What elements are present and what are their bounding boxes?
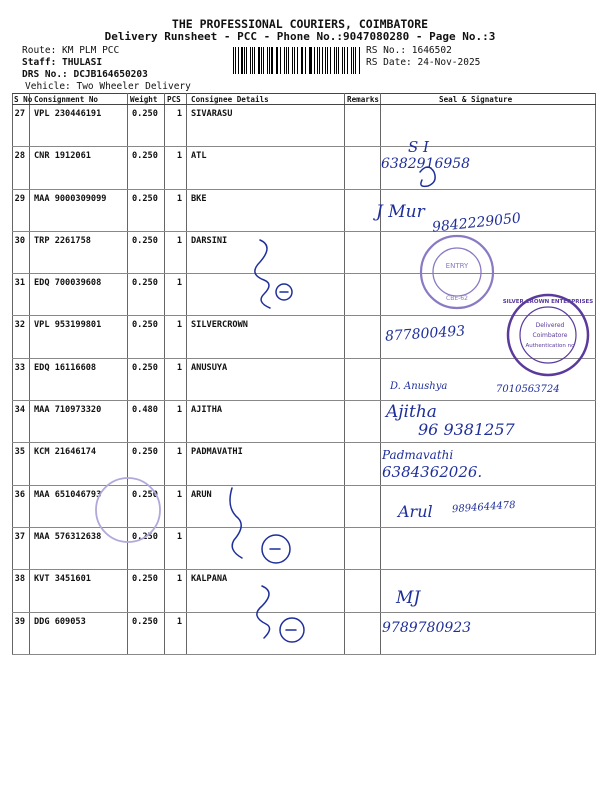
cell-weight: 0.250 — [128, 443, 165, 485]
table-row — [13, 316, 596, 358]
cell-pcs: 1 — [165, 231, 187, 273]
cell-weight: 0.250 — [128, 485, 165, 527]
cell-consignment: VPL 953199801 — [30, 316, 128, 358]
cell-consignee — [187, 274, 345, 316]
barcode-bar — [297, 47, 298, 74]
route-label: Route: KM PLM PCC — [22, 45, 120, 56]
vehicle-label: Vehicle: Two Wheeler Delivery — [25, 81, 191, 92]
barcode-bar — [336, 47, 337, 74]
barcode-bar — [241, 47, 243, 74]
cell-seal — [381, 358, 596, 400]
cell-pcs: 1 — [165, 316, 187, 358]
hw-padmavathi-name: Padmavathi — [382, 448, 454, 462]
col-weight: Weight — [128, 94, 165, 105]
barcode-bar — [276, 47, 277, 74]
hw-bke-sign: J Mur — [376, 202, 425, 222]
cell-pcs: 1 — [165, 401, 187, 443]
cell-consignee — [187, 527, 345, 569]
barcode-bar — [267, 47, 268, 74]
cell-sno: 35 — [13, 443, 30, 485]
barcode — [233, 47, 361, 74]
barcode-bar — [322, 47, 323, 74]
barcode-bar — [325, 47, 326, 74]
cell-remarks — [345, 231, 381, 273]
crown-stamp-top: SILVER CROWN ENTERPRISES — [502, 299, 594, 305]
table-row — [13, 105, 596, 147]
round-stamp-text: ENTRY — [445, 262, 469, 270]
barcode-bar — [258, 47, 260, 74]
cell-consignment: EDQ 16116608 — [30, 358, 128, 400]
barcode-bar — [252, 47, 253, 74]
barcode-bar — [288, 47, 289, 74]
cell-remarks — [345, 570, 381, 612]
col-sno: S No — [14, 94, 33, 104]
cell-sno: 38 — [13, 570, 30, 612]
cell-remarks — [345, 612, 381, 654]
cell-weight: 0.250 — [128, 358, 165, 400]
table-row — [13, 443, 596, 485]
cell-pcs: 1 — [165, 189, 187, 231]
cell-consignee: ANUSUYA — [187, 358, 345, 400]
cell-consignee: KALPANA — [187, 570, 345, 612]
hw-padmavathi-phone: 6384362026. — [382, 463, 483, 481]
cell-consignment: MAA 651046793 — [30, 485, 128, 527]
barcode-bar — [271, 47, 273, 74]
barcode-bar — [294, 47, 295, 74]
barcode-bar — [233, 47, 234, 74]
cell-sno: 27 — [13, 105, 30, 147]
barcode-bar — [359, 47, 360, 74]
barcode-bar — [263, 47, 264, 74]
cell-pcs: 1 — [165, 358, 187, 400]
hw-anusuya-name: D. Anushya — [390, 381, 448, 392]
cell-pcs: 1 — [165, 105, 187, 147]
cell-pcs: 1 — [165, 443, 187, 485]
cell-seal — [381, 231, 596, 273]
cell-consignment: MAA 576312638 — [30, 527, 128, 569]
cell-consignee: ATL — [187, 147, 345, 189]
barcode-bar — [244, 47, 245, 74]
cell-consignee — [187, 612, 345, 654]
hw-ajitha-phone: 96 9381257 — [418, 420, 515, 439]
cell-weight: 0.250 — [128, 147, 165, 189]
barcode-bar — [342, 47, 343, 74]
cell-remarks — [345, 358, 381, 400]
table-row — [13, 612, 596, 654]
col-pcs: PCS — [165, 94, 187, 105]
cell-weight: 0.250 — [128, 189, 165, 231]
cell-sno: 34 — [13, 401, 30, 443]
cell-consignee: SILVERCROWN — [187, 316, 345, 358]
cell-sno: 29 — [13, 189, 30, 231]
cell-sno: 33 — [13, 358, 30, 400]
runsheet-title: Delivery Runsheet - PCC - Phone No.:9047080280 - Page No.:3 — [104, 30, 496, 43]
cell-weight: 0.250 — [128, 231, 165, 273]
hw-bke-phone: 9842229050 — [431, 210, 522, 236]
cell-seal — [381, 527, 596, 569]
cell-seal — [381, 274, 596, 316]
barcode-bar — [238, 47, 239, 74]
crown-stamp-line2: Coimbatore — [532, 332, 568, 339]
table-row — [13, 147, 596, 189]
hw-sivarasu-initials: S I — [408, 138, 429, 156]
cell-weight: 0.480 — [128, 401, 165, 443]
cell-pcs: 1 — [165, 612, 187, 654]
table-row — [13, 274, 596, 316]
crown-stamp-line1: Delivered — [535, 322, 565, 329]
cell-sno: 32 — [13, 316, 30, 358]
cell-remarks — [345, 485, 381, 527]
cell-consignment: KCM 21646174 — [30, 443, 128, 485]
barcode-bar — [347, 47, 349, 74]
cell-consignee: BKE — [187, 189, 345, 231]
col-consignee: Consignee Details — [187, 94, 345, 105]
barcode-bar — [353, 47, 354, 74]
barcode-bar — [351, 47, 352, 74]
cell-sno: 37 — [13, 527, 30, 569]
hw-kalpana-phone: 9789780923 — [382, 620, 472, 636]
cell-consignment: TRP 2261758 — [30, 231, 128, 273]
barcode-bar — [334, 47, 335, 74]
barcode-bar — [286, 47, 287, 74]
cell-sno: 31 — [13, 274, 30, 316]
cell-weight: 0.250 — [128, 570, 165, 612]
cell-weight: 0.250 — [128, 316, 165, 358]
table-row — [13, 570, 596, 612]
cell-consignment: EDQ 700039608 — [30, 274, 128, 316]
barcode-bar — [305, 47, 306, 74]
rs-number: RS No.: 1646502 — [366, 45, 452, 56]
barcode-bar — [269, 47, 270, 74]
hw-arun-phone: 9894644478 — [451, 499, 516, 516]
hw-silvercrown-phone: 877800493 — [384, 323, 466, 345]
barcode-bar — [250, 47, 251, 74]
cell-remarks — [345, 316, 381, 358]
barcode-bar — [301, 47, 302, 74]
barcode-bar — [246, 47, 247, 74]
col-remarks: Remarks — [345, 94, 381, 105]
cell-pcs: 1 — [165, 485, 187, 527]
barcode-bar — [330, 47, 332, 74]
barcode-bar — [338, 47, 339, 74]
barcode-bar — [344, 47, 345, 74]
hw-anusuya-phone: 7010563724 — [496, 384, 560, 395]
drs-number: DRS No.: DCJB164650203 — [22, 69, 148, 80]
cell-pcs: 1 — [165, 570, 187, 612]
staff-label: Staff: THULASI — [22, 57, 103, 68]
company-title: THE PROFESSIONAL COURIERS, COIMBATORE — [171, 17, 429, 31]
barcode-bar — [355, 47, 356, 74]
cell-consignment: CNR 1912061 — [30, 147, 128, 189]
cell-consignment: MAA 9000309099 — [30, 189, 128, 231]
col-consignment: Consignment No — [30, 94, 128, 105]
barcode-bar — [235, 47, 236, 74]
barcode-bar — [261, 47, 262, 74]
barcode-bar — [314, 47, 315, 74]
barcode-bar — [277, 47, 278, 74]
barcode-bar — [310, 47, 312, 74]
cell-pcs: 1 — [165, 527, 187, 569]
rs-date: RS Date: 24-Nov-2025 — [366, 57, 481, 68]
crown-stamp-line3: Authentication no — [525, 343, 575, 349]
cell-consignee: SIVARASU — [187, 105, 345, 147]
cell-consignment: VPL 230446191 — [30, 105, 128, 147]
cell-consignee: DARSINI — [187, 231, 345, 273]
barcode-bar — [292, 47, 294, 74]
table-header-row — [13, 94, 596, 105]
barcode-bar — [309, 47, 310, 74]
cell-weight: 0.250 — [128, 612, 165, 654]
cell-pcs: 1 — [165, 274, 187, 316]
cell-consignee: PADMAVATHI — [187, 443, 345, 485]
cell-remarks — [345, 105, 381, 147]
table-row — [13, 527, 596, 569]
runsheet-table — [12, 93, 596, 655]
barcode-bar — [302, 47, 303, 74]
cell-sno: 28 — [13, 147, 30, 189]
cell-consignment: MAA 710973320 — [30, 401, 128, 443]
barcode-bar — [317, 47, 318, 74]
cell-remarks — [345, 527, 381, 569]
hw-kalpana-sign: MJ — [396, 588, 421, 608]
cell-consignee: AJITHA — [187, 401, 345, 443]
cell-weight: 0.250 — [128, 527, 165, 569]
barcode-bar — [284, 47, 285, 74]
cell-remarks — [345, 443, 381, 485]
table-row — [13, 231, 596, 273]
cell-sno: 39 — [13, 612, 30, 654]
cell-sno: 36 — [13, 485, 30, 527]
barcode-bar — [280, 47, 281, 74]
cell-remarks — [345, 147, 381, 189]
col-seal: Seal & Signature — [381, 94, 596, 105]
cell-consignee: ARUN — [187, 485, 345, 527]
cell-sno: 30 — [13, 231, 30, 273]
hw-ajitha-name: Ajitha — [386, 402, 437, 422]
cell-weight: 0.250 — [128, 105, 165, 147]
cell-remarks — [345, 274, 381, 316]
cell-consignment: KVT 3451601 — [30, 570, 128, 612]
barcode-bar — [254, 47, 255, 74]
round-stamp-code: CBE-62 — [446, 295, 468, 302]
barcode-bar — [327, 47, 328, 74]
hw-sivarasu-phone: 6382916958 — [381, 156, 471, 172]
cell-remarks — [345, 401, 381, 443]
cell-pcs: 1 — [165, 147, 187, 189]
hw-arun-sign: Arul — [398, 502, 433, 521]
barcode-bar — [319, 47, 320, 74]
cell-weight: 0.250 — [128, 274, 165, 316]
cell-consignment: DDG 609053 — [30, 612, 128, 654]
